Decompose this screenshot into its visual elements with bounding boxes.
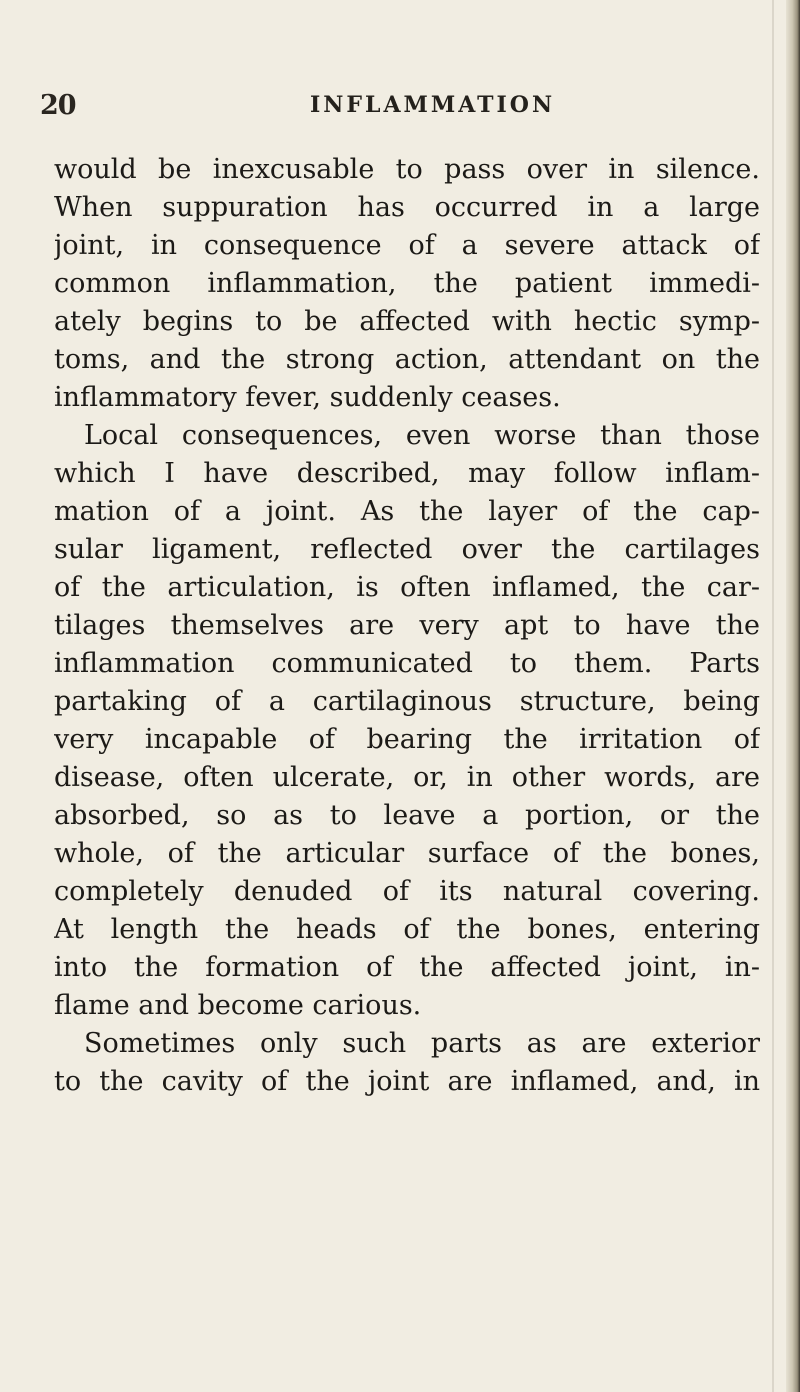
text-line: inflammatory fever, suddenly ceases. [54, 382, 561, 413]
text-line: completely denuded of its natural covering. [54, 876, 760, 907]
running-title: INFLAMMATION [310, 92, 556, 118]
page-gutter-shadow [772, 0, 774, 1392]
text-line: flame and become carious. [54, 990, 422, 1021]
text-line: would be inexcusable to pass over in silence. [54, 154, 760, 185]
text-line: When suppuration has occurred in a large [54, 192, 760, 223]
page-number: 20 [40, 90, 76, 121]
text-line: whole, of the articular surface of the bones, [54, 838, 760, 869]
page-edge [786, 0, 800, 1392]
text-line: toms, and the strong action, attendant on the [54, 344, 760, 375]
text-line: to the cavity of the joint are inflamed, and, in [54, 1066, 760, 1097]
text-line: of the articulation, is often inflamed, the car- [54, 572, 760, 603]
text-line: which I have described, may follow inflam- [54, 458, 760, 489]
text-line: inflammation communicated to them. Parts [54, 648, 760, 679]
text-line: very incapable of bearing the irritation of [54, 724, 760, 755]
text-line: partaking of a cartilaginous structure, being [54, 686, 760, 717]
text-line: absorbed, so as to leave a portion, or the [54, 800, 760, 831]
text-line: into the formation of the affected joint, in- [54, 952, 760, 983]
text-line: joint, in consequence of a severe attack of [54, 230, 760, 261]
text-line: At length the heads of the bones, entering [54, 914, 760, 945]
text-line: common inflammation, the patient immedi- [54, 268, 760, 299]
text-line: ately begins to be affected with hectic symp- [54, 306, 760, 337]
text-line: sular ligament, reflected over the cartilages [54, 534, 760, 565]
text-line: disease, often ulcerate, or, in other words, are [54, 762, 760, 793]
page-header [0, 88, 800, 128]
text-line: Sometimes only such parts as are exterior [84, 1028, 760, 1059]
text-line: Local consequences, even worse than those [84, 420, 760, 451]
text-line: tilages themselves are very apt to have the [54, 610, 760, 641]
text-line: mation of a joint. As the layer of the cap- [54, 496, 760, 527]
